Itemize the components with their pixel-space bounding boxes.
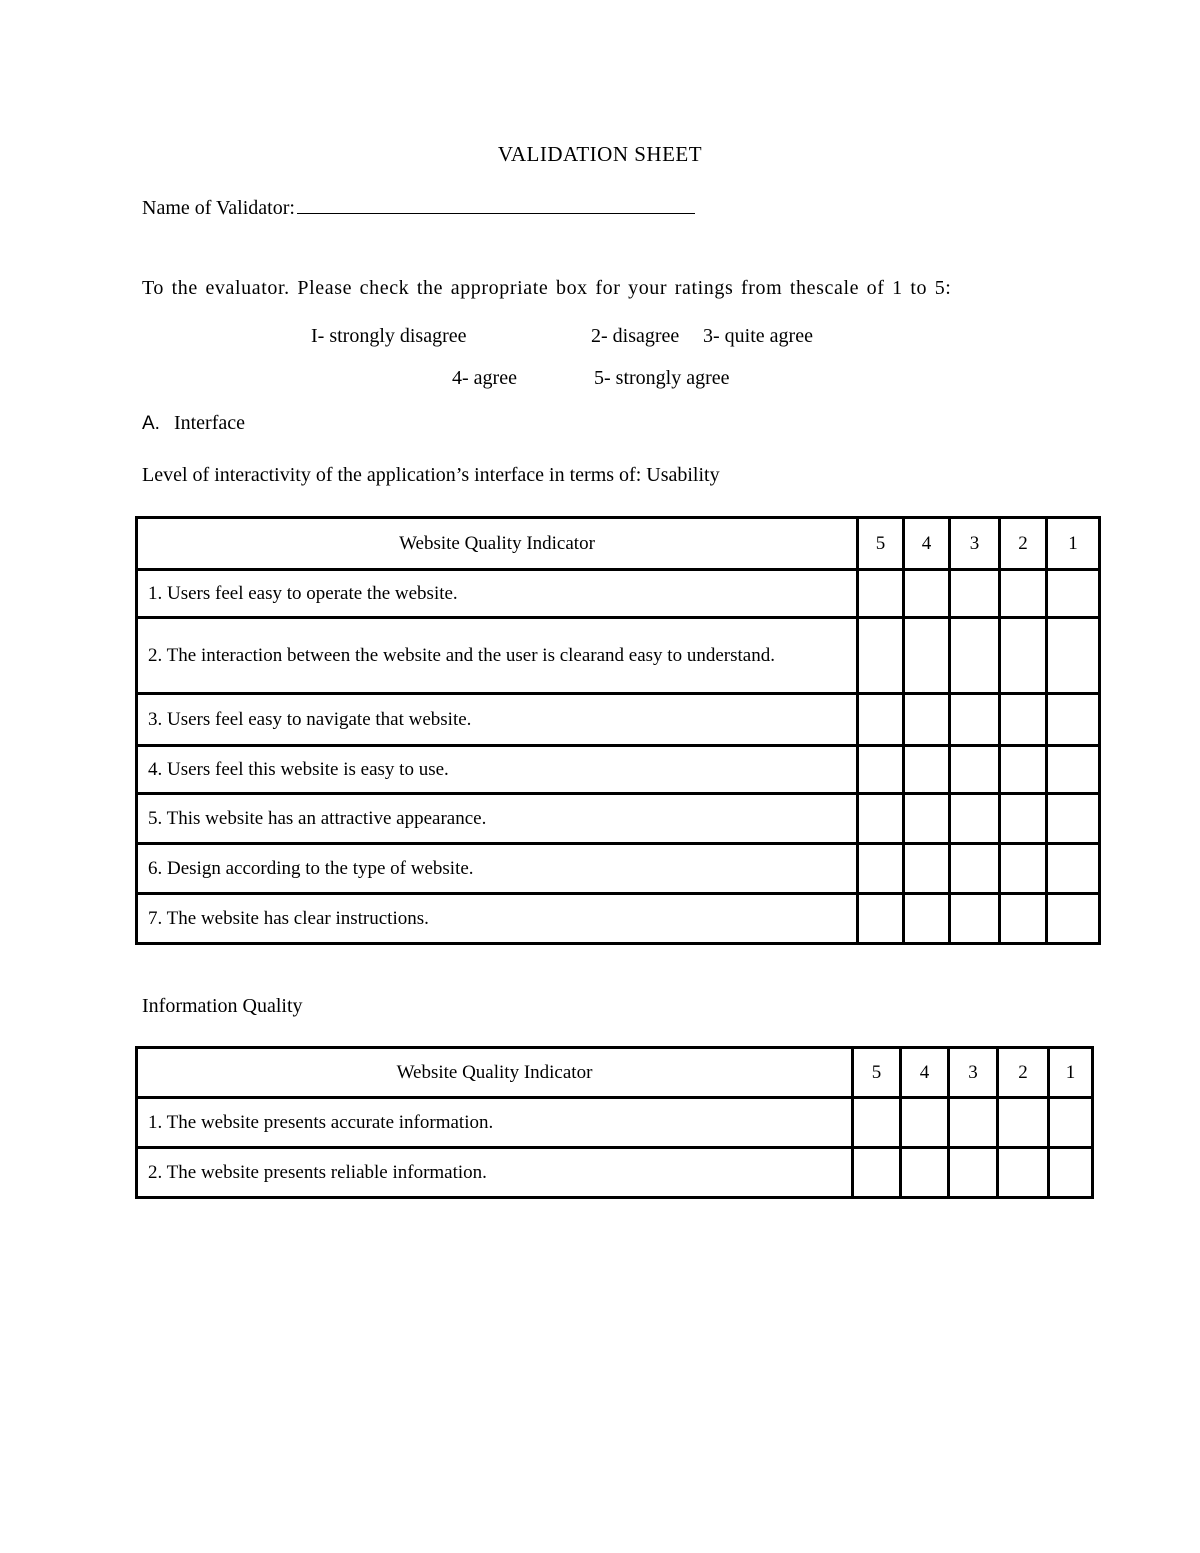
- rating-checkbox-5[interactable]: [858, 844, 904, 894]
- score-column-header-4: 4: [901, 1048, 949, 1098]
- score-column-header-1: 1: [1049, 1048, 1093, 1098]
- rating-checkbox-2[interactable]: [998, 1098, 1049, 1148]
- rating-checkbox-2[interactable]: [1000, 694, 1047, 746]
- rating-checkbox-5[interactable]: [853, 1148, 901, 1198]
- indicator-text: 2. The website presents reliable information.: [137, 1148, 853, 1198]
- rating-checkbox-3[interactable]: [950, 570, 1000, 618]
- page-title: VALIDATION SHEET: [497, 142, 703, 166]
- rating-checkbox-1[interactable]: [1047, 894, 1100, 944]
- rating-checkbox-1[interactable]: [1049, 1098, 1093, 1148]
- table-row: [137, 618, 1100, 694]
- rating-checkbox-4[interactable]: [904, 844, 950, 894]
- indicator-text: 2. The interaction between the website and the user is clearand easy to understand.: [137, 618, 858, 694]
- section-a-letter: A.: [142, 413, 160, 434]
- indicator-text: 3. Users feel easy to navigate that website.: [137, 694, 858, 746]
- rating-checkbox-5[interactable]: [853, 1098, 901, 1148]
- score-column-header-5: 5: [853, 1048, 901, 1098]
- indicator-column-header: Website Quality Indicator: [137, 1048, 853, 1098]
- rating-checkbox-2[interactable]: [1000, 844, 1047, 894]
- validator-name-line[interactable]: [297, 193, 695, 214]
- table-row: [137, 794, 1100, 844]
- rating-checkbox-2[interactable]: [1000, 570, 1047, 618]
- section-a-heading: [142, 412, 245, 435]
- score-column-header-4: 4: [904, 518, 950, 570]
- rating-checkbox-5[interactable]: [858, 618, 904, 694]
- score-column-header-1: 1: [1047, 518, 1100, 570]
- indicator-text: 4. Users feel this website is easy to use.: [137, 746, 858, 794]
- rating-checkbox-4[interactable]: [901, 1148, 949, 1198]
- score-column-header-2: 2: [1000, 518, 1047, 570]
- table-row: [137, 1148, 1093, 1198]
- scale-4-label: 4- agree: [452, 367, 517, 389]
- rating-checkbox-2[interactable]: [1000, 894, 1047, 944]
- rating-checkbox-1[interactable]: [1049, 1148, 1093, 1198]
- rating-checkbox-1[interactable]: [1047, 694, 1100, 746]
- scale-1-label: I- strongly disagree: [311, 325, 467, 347]
- rating-checkbox-3[interactable]: [949, 1098, 998, 1148]
- rating-checkbox-5[interactable]: [858, 746, 904, 794]
- information-quality-rating-table: [135, 1046, 1094, 1199]
- indicator-text: 1. Users feel easy to operate the website.: [137, 570, 858, 618]
- rating-checkbox-3[interactable]: [950, 894, 1000, 944]
- score-column-header-2: 2: [998, 1048, 1049, 1098]
- rating-checkbox-5[interactable]: [858, 694, 904, 746]
- rating-checkbox-4[interactable]: [904, 746, 950, 794]
- rating-checkbox-1[interactable]: [1047, 794, 1100, 844]
- rating-checkbox-2[interactable]: [998, 1148, 1049, 1198]
- rating-checkbox-4[interactable]: [904, 618, 950, 694]
- rating-checkbox-3[interactable]: [950, 618, 1000, 694]
- usability-rating-table: [135, 516, 1101, 945]
- rating-checkbox-4[interactable]: [904, 694, 950, 746]
- score-column-header-5: 5: [858, 518, 904, 570]
- indicator-column-header: Website Quality Indicator: [137, 518, 858, 570]
- table-row: [137, 1098, 1093, 1148]
- rating-checkbox-4[interactable]: [904, 794, 950, 844]
- rating-checkbox-1[interactable]: [1047, 746, 1100, 794]
- rating-checkbox-5[interactable]: [858, 894, 904, 944]
- table-header-row: [137, 1048, 1093, 1098]
- scale-5-label: 5- strongly agree: [594, 367, 730, 389]
- rating-checkbox-1[interactable]: [1047, 570, 1100, 618]
- indicator-text: 7. The website has clear instructions.: [137, 894, 858, 944]
- rating-checkbox-3[interactable]: [950, 844, 1000, 894]
- indicator-text: 6. Design according to the type of website.: [137, 844, 858, 894]
- instruction-text: To the evaluator. Please check the appropriate box for your ratings from thescale of 1 to 5:: [142, 277, 952, 299]
- score-column-header-3: 3: [950, 518, 1000, 570]
- rating-checkbox-1[interactable]: [1047, 844, 1100, 894]
- rating-checkbox-3[interactable]: [949, 1148, 998, 1198]
- rating-checkbox-1[interactable]: [1047, 618, 1100, 694]
- validator-label: Name of Validator:: [142, 197, 295, 219]
- section-a-subtitle: Level of interactivity of the application’s interface in terms of: Usability: [142, 464, 720, 486]
- indicator-text: 1. The website presents accurate information.: [137, 1098, 853, 1148]
- section-a-title: Interface: [173, 412, 245, 434]
- rating-checkbox-3[interactable]: [950, 746, 1000, 794]
- rating-checkbox-4[interactable]: [901, 1098, 949, 1148]
- table-row: [137, 746, 1100, 794]
- table-header-row: [137, 518, 1100, 570]
- table-row: [137, 570, 1100, 618]
- rating-checkbox-5[interactable]: [858, 570, 904, 618]
- rating-checkbox-3[interactable]: [950, 794, 1000, 844]
- section-b-heading: Information Quality: [142, 995, 303, 1017]
- table-row: [137, 844, 1100, 894]
- indicator-text: 5. This website has an attractive appearance.: [137, 794, 858, 844]
- rating-checkbox-4[interactable]: [904, 570, 950, 618]
- table-row: [137, 894, 1100, 944]
- rating-checkbox-3[interactable]: [950, 694, 1000, 746]
- scale-3-label: 3- quite agree: [703, 325, 813, 347]
- validator-name-field: [142, 193, 695, 220]
- rating-checkbox-2[interactable]: [1000, 746, 1047, 794]
- table-row: [137, 694, 1100, 746]
- rating-checkbox-5[interactable]: [858, 794, 904, 844]
- rating-checkbox-2[interactable]: [1000, 618, 1047, 694]
- score-column-header-3: 3: [949, 1048, 998, 1098]
- scale-2-label: 2- disagree: [591, 325, 680, 347]
- rating-checkbox-2[interactable]: [1000, 794, 1047, 844]
- rating-checkbox-4[interactable]: [904, 894, 950, 944]
